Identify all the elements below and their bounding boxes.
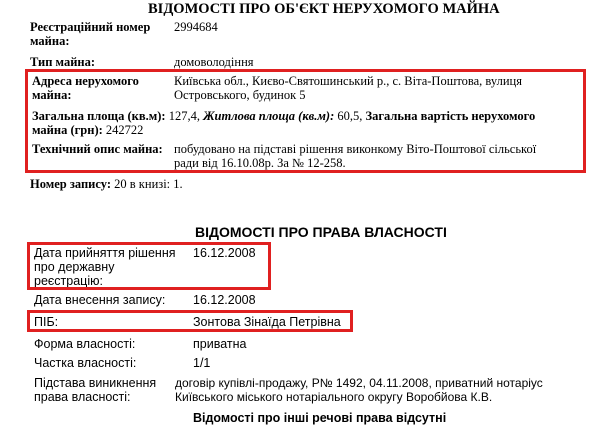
basis-label-line2: права власності: <box>34 390 131 404</box>
tech-value-line2: ради від 16.10.08р. За № 12-258. <box>174 156 346 170</box>
reg-number-label <box>30 20 150 48</box>
basis-value <box>175 376 543 404</box>
address-label-line1: Адреса нерухомого <box>32 74 139 88</box>
cost-value: 242722 <box>105 123 144 137</box>
basis-label <box>34 376 156 404</box>
pib-value: Зонтова Зінаїда Петрівна <box>193 315 341 329</box>
record-value: 20 в книзі: 1. <box>114 177 183 191</box>
highlight-box-object <box>25 69 586 173</box>
section2-title: ВІДОМОСТІ ПРО ПРАВА ВЛАСНОСТІ <box>195 224 447 240</box>
decision-label-line3: реєстрацію: <box>34 274 103 288</box>
record-line <box>30 177 183 191</box>
decision-label-line2: про державну <box>34 260 115 274</box>
section1-title: ВІДОМОСТІ ПРО ОБ'ЄКТ НЕРУХОМОГО МАЙНА <box>148 1 500 17</box>
reg-number-value: 2994684 <box>174 20 218 34</box>
basis-label-line1: Підстава виникнення <box>34 376 157 390</box>
cost-label-line1: Загальна вартість нерухомого <box>365 109 536 123</box>
tech-label: Технічний опис майна: <box>32 142 163 156</box>
area-living-value: 60,5, <box>337 109 363 123</box>
form-value: приватна <box>193 337 247 351</box>
area-total-label: Загальна площа (кв.м): <box>32 109 166 123</box>
address-label-line2: майна: <box>32 88 72 102</box>
basis-value-line1: договір купівлі-продажу, Р№ 1492, 04.11.2008, приватний нотаріус <box>175 376 543 390</box>
reg-number-label-line2: майна: <box>30 34 70 48</box>
cost-label-line2: майна (грн): <box>32 123 103 137</box>
pib-label: ПІБ: <box>34 315 59 329</box>
other-rights-note: Відомості про інші речові права відсутні <box>193 411 447 425</box>
address-value-line2: Островського, будинок 5 <box>174 88 306 102</box>
address-value-line1: Київська обл., Києво-Святошинський р., с. Віта-Поштова, вулиця <box>174 74 522 88</box>
decision-value: 16.12.2008 <box>193 246 256 260</box>
area-total-value: 127,4, <box>168 109 200 123</box>
highlight-box-pib <box>27 310 353 332</box>
form-label: Форма власності: <box>34 337 136 351</box>
entry-value: 16.12.2008 <box>193 293 256 307</box>
share-label: Частка власності: <box>34 356 137 370</box>
entry-label: Дата внесення запису: <box>34 293 166 307</box>
share-value: 1/1 <box>193 356 211 370</box>
reg-number-label-line1: Реєстраційний номер <box>30 20 151 34</box>
record-label: Номер запису: <box>30 177 112 191</box>
type-value: домоволодіння <box>174 55 254 69</box>
tech-value-line1: побудовано на підставі рішення виконкому Віто-Поштової сільської <box>174 142 537 156</box>
area-living-label: Житлова площа (кв.м): <box>203 109 335 123</box>
basis-value-line2: Київського міського нотаріального округу Воробйова К.В. <box>175 390 493 404</box>
type-label: Тип майна: <box>30 55 96 69</box>
decision-label-line1: Дата прийняття рішення <box>34 246 176 260</box>
highlight-box-decision <box>27 242 271 290</box>
